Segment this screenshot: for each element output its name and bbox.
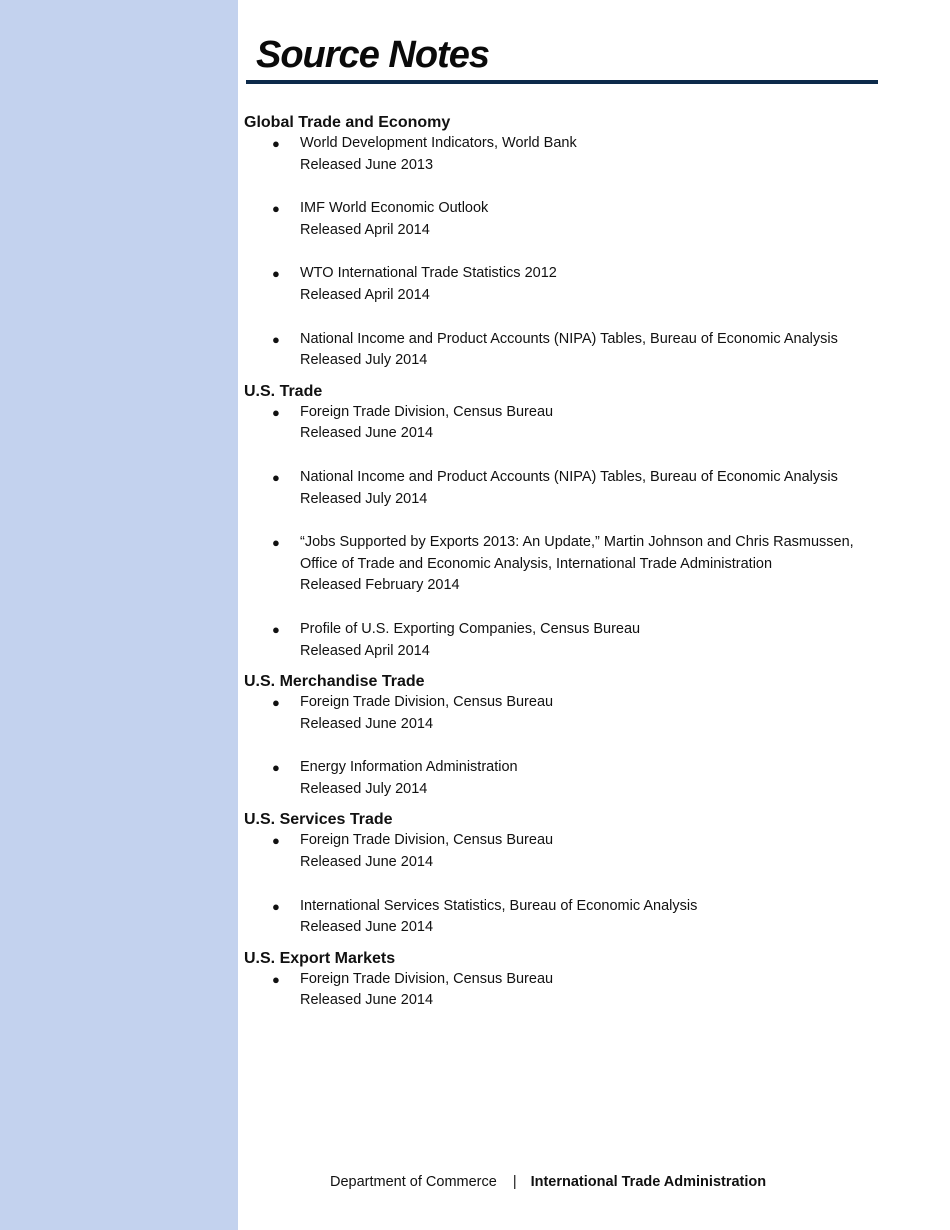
list-item xyxy=(244,896,864,939)
source-list xyxy=(244,969,864,1012)
list-item xyxy=(244,969,864,1012)
source-name: Foreign Trade Division, Census Bureau xyxy=(300,970,554,987)
source-name: National Income and Product Accounts (NIPA) Tables, Bureau of Economic Analysis xyxy=(300,330,838,347)
bullet-icon: ● xyxy=(272,971,280,987)
list-item xyxy=(244,532,864,597)
section-us-merchandise-trade xyxy=(244,671,864,800)
list-item xyxy=(244,402,864,445)
release-date: Released June 2014 xyxy=(300,854,434,871)
source-name: National Income and Product Accounts (NIPA) Tables, Bureau of Economic Analysis xyxy=(300,468,838,485)
release-date: Released July 2014 xyxy=(300,352,428,369)
release-date: Released June 2014 xyxy=(300,992,434,1009)
source-name: WTO International Trade Statistics 2012 xyxy=(300,265,557,282)
source-name: IMF World Economic Outlook xyxy=(300,200,489,217)
footer-separator: | xyxy=(512,1174,517,1190)
source-name: Energy Information Administration xyxy=(300,759,518,776)
bullet-icon: ● xyxy=(272,760,280,776)
list-item xyxy=(244,329,864,372)
section-global-trade xyxy=(244,112,864,372)
footer-agency: International Trade Administration xyxy=(530,1174,767,1190)
release-date: Released April 2014 xyxy=(300,642,430,659)
bullet-icon: ● xyxy=(272,833,280,849)
bullet-icon: ● xyxy=(272,136,280,151)
list-item xyxy=(244,198,864,241)
release-date: Released July 2014 xyxy=(300,780,428,797)
list-item xyxy=(244,757,864,800)
source-list xyxy=(244,830,864,938)
source-list xyxy=(244,692,864,800)
source-name-continued: Office of Trade and Economic Analysis, International Trade Administration xyxy=(300,555,773,572)
release-date: Released June 2014 xyxy=(300,715,434,732)
bullet-icon: ● xyxy=(272,469,280,485)
release-date: Released April 2014 xyxy=(300,221,430,238)
source-name: “Jobs Supported by Exports 2013: An Update,” Martin Johnson and Chris Rasmussen, xyxy=(300,534,854,551)
release-date: Released April 2014 xyxy=(300,286,430,303)
bullet-icon: ● xyxy=(272,404,280,420)
bullet-icon: ● xyxy=(272,331,280,347)
section-heading: U.S. Merchandise Trade xyxy=(244,673,425,691)
bullet-icon: ● xyxy=(272,201,280,217)
release-date: Released June 2013 xyxy=(300,156,434,173)
title-rule xyxy=(246,80,878,84)
bullet-icon: ● xyxy=(272,535,280,551)
source-name: International Services Statistics, Bureau of Economic Analysis xyxy=(300,897,698,914)
section-heading: Global Trade and Economy xyxy=(244,114,451,131)
page-title: Source Notes xyxy=(256,34,489,76)
source-list xyxy=(244,133,864,372)
source-notes-content xyxy=(244,112,864,1012)
list-item xyxy=(244,619,864,662)
bullet-icon: ● xyxy=(272,898,280,914)
source-list xyxy=(244,402,864,662)
source-name: Foreign Trade Division, Census Bureau xyxy=(300,403,554,420)
bullet-icon: ● xyxy=(272,695,280,711)
section-heading: U.S. Trade xyxy=(244,382,323,400)
list-item xyxy=(244,692,864,735)
release-date: Released June 2014 xyxy=(300,425,434,442)
list-item xyxy=(244,467,864,510)
page-footer xyxy=(330,1174,850,1190)
section-heading: U.S. Export Markets xyxy=(244,949,396,967)
bullet-icon: ● xyxy=(272,621,280,637)
source-name: Foreign Trade Division, Census Bureau xyxy=(300,832,554,849)
section-heading: U.S. Services Trade xyxy=(244,811,393,829)
source-name: Profile of U.S. Exporting Companies, Census Bureau xyxy=(300,620,641,637)
list-item xyxy=(244,263,864,306)
list-item xyxy=(244,830,864,873)
list-item xyxy=(244,133,864,176)
section-us-export-markets xyxy=(244,948,864,1012)
footer-department: Department of Commerce xyxy=(330,1174,497,1190)
source-name: World Development Indicators, World Bank xyxy=(300,135,577,151)
release-date: Released July 2014 xyxy=(300,490,428,507)
release-date: Released June 2014 xyxy=(300,919,434,936)
section-us-services-trade xyxy=(244,809,864,938)
sidebar-panel xyxy=(0,0,238,1230)
release-date: Released February 2014 xyxy=(300,577,460,594)
source-name: Foreign Trade Division, Census Bureau xyxy=(300,694,554,711)
section-us-trade xyxy=(244,381,864,662)
bullet-icon: ● xyxy=(272,266,280,282)
